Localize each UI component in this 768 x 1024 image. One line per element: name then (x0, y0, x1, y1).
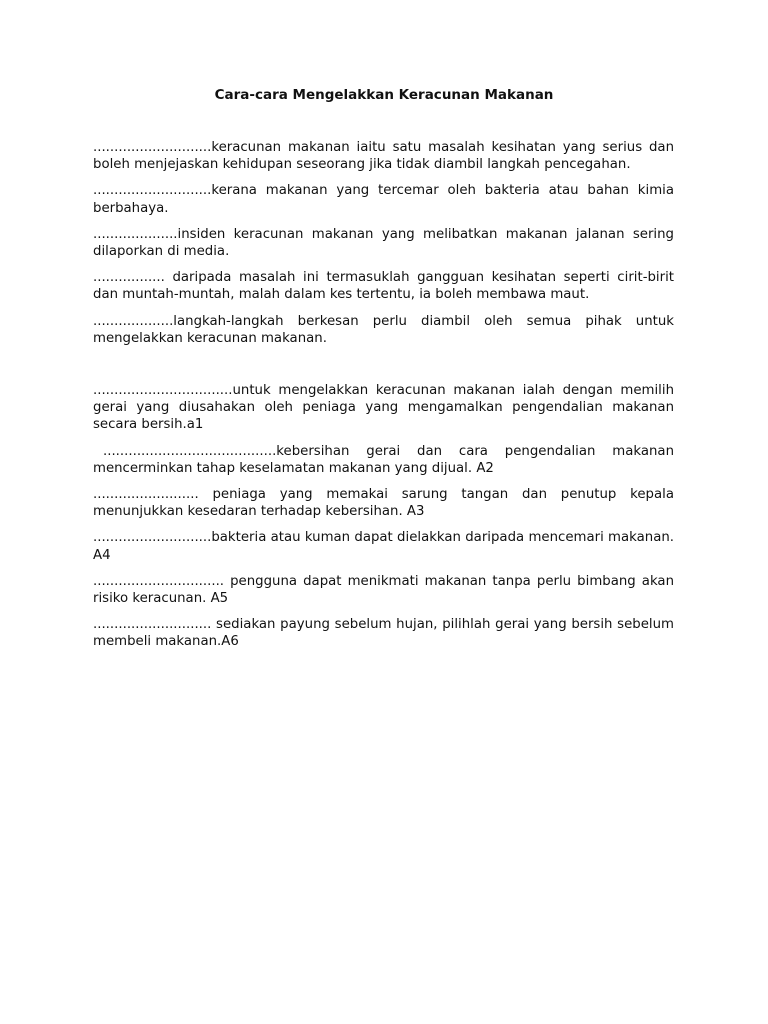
document-body (93, 139, 674, 660)
paragraph-8: ......................... peniaga yang memakai sarung tangan dan penutup kepala menunjukkan kesedaran terhadap kebersihan. A3 (93, 487, 674, 520)
paragraph-1: ............................keracunan makanan iaitu satu masalah kesihatan yang serius dan boleh menjejaskan kehidupan seseorang jika tidak diambil langkah pencegahan. (93, 140, 674, 173)
paragraph-4: ................. daripada masalah ini termasuklah gangguan kesihatan seperti cirit-birit dan muntah-muntah, malah dalam kes tertentu, ia boleh membawa maut. (93, 270, 674, 303)
paragraph-9: ............................bakteria atau kuman dapat dielakkan daripada mencemari makanan. A4 (93, 530, 674, 563)
paragraph-6: .................................untuk mengelakkan keracunan makanan ialah dengan memilih gerai yang diusahakan oleh peniaga yang mengamalkan pengendalian makanan secara bersih.a1 (93, 383, 674, 433)
paragraph-7: .........................................kebersihan gerai dan cara pengendalian makanan mencerminkan tahap keselamatan makanan yang dijual. A2 (93, 443, 674, 476)
paragraph-3: ....................insiden keracunan makanan yang melibatkan makanan jalanan sering dilaporkan di media. (93, 226, 674, 260)
paragraph-11: ............................ sediakan payung sebelum hujan, pilihlah gerai yang bersih sebelum membeli makanan.A6 (93, 617, 674, 650)
paragraph-10: ............................... pengguna dapat menikmati makanan tanpa perlu bimbang akan risiko keracunan. A5 (93, 573, 674, 607)
paragraph-2: ............................kerana makanan yang tercemar oleh bakteria atau bahan kimia berbahaya. (93, 183, 674, 216)
paragraph-5: ...................langkah-langkah berkesan perlu diambil oleh semua pihak untuk mengelakkan keracunan makanan. (93, 313, 674, 346)
document-title: Cara-cara Mengelakkan Keracunan Makanan (214, 87, 554, 103)
